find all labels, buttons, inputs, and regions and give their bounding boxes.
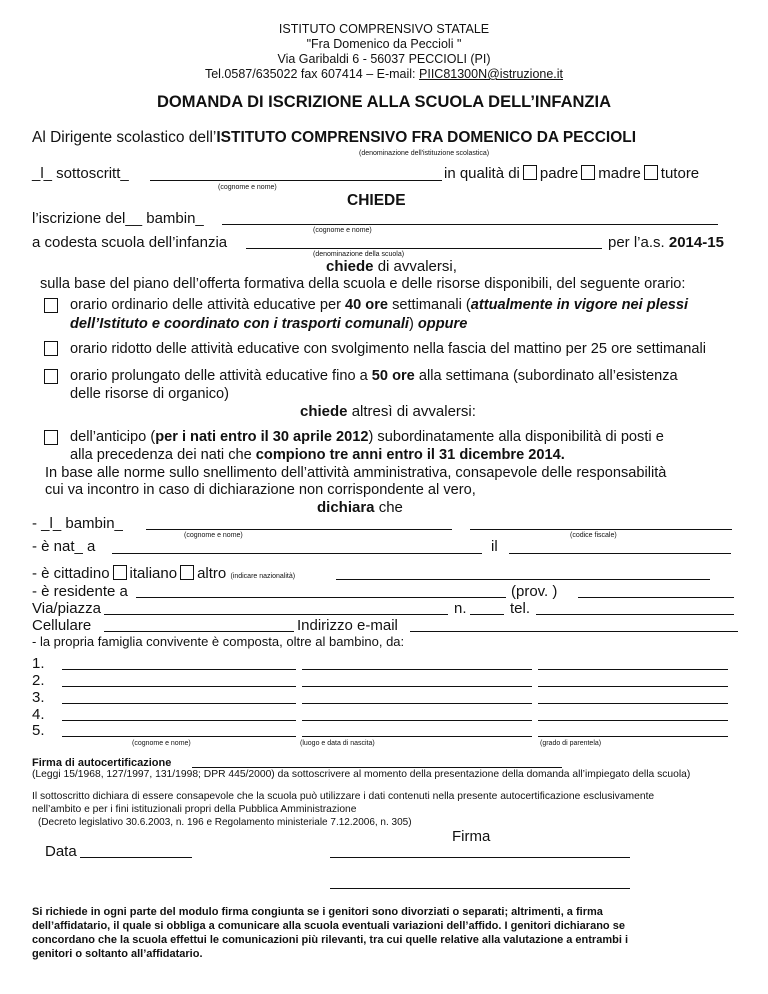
padre-checkbox[interactable]: [523, 165, 537, 180]
o3a: orario prolungato delle attività educative fino a: [70, 368, 372, 384]
bambino-nome-caption: (cognome e nome): [184, 532, 243, 539]
anticipo-line2: [70, 447, 565, 463]
family-row-number: 2.: [32, 672, 45, 689]
o3b: 50 ore: [371, 368, 415, 384]
sottoscritto-label: _l_ sottoscritt_: [32, 165, 129, 182]
school-header-line3: Via Garibaldi 6 - 56037 PECCIOLI (PI): [277, 52, 491, 66]
footer-line2: dell’affidatario, il quale si obbliga a comunicare alla scuola eventuali variazioni dell’affido. I genitori dichiarano se: [32, 920, 625, 932]
o1c: settimanali (: [388, 297, 471, 313]
o1a: orario ordinario delle attività educative per: [70, 297, 346, 313]
ant-a: dell’anticipo (: [70, 429, 156, 445]
scuola-name-field[interactable]: [246, 248, 602, 249]
bambino-label: - _l_ bambin_: [32, 515, 123, 532]
row-caption-nome: (cognome e nome): [132, 740, 191, 747]
o1f: ): [408, 316, 418, 332]
family-nome-field[interactable]: [62, 720, 296, 721]
iscrizione-caption: (cognome e nome): [313, 227, 372, 234]
orario-ordinario-line2: [70, 316, 467, 332]
family-row-number: 4.: [32, 706, 45, 723]
norme-line2: cui va incontro in caso di dichiarazione non corrispondente al vero,: [45, 482, 476, 498]
autocert-label: Firma di autocertificazione: [32, 757, 172, 769]
orario-ridotto-text: orario ridotto delle attività educative con svolgimento nella fascia del mattino per 25 ore settimanali: [70, 341, 706, 357]
avvalersi-line: [326, 258, 457, 275]
o1d: attualmente in vigore nei plessi: [470, 297, 689, 313]
codice-fiscale-caption: (codice fiscale): [570, 532, 617, 539]
footer-line3: concordano che la scuola effettui le comunicazioni più rilevanti, tra cui quelle relative alla valutazione a entrambi i: [32, 934, 628, 946]
family-nome-field[interactable]: [62, 736, 296, 737]
o1e: dell’Istituto e coordinato con i trasporti comunali: [70, 316, 409, 332]
o1b: 40 ore: [345, 297, 389, 313]
anno-scolastico: [608, 234, 724, 251]
contact-text: Tel.0587/635022 fax 607414 – E-mail:: [204, 67, 420, 81]
privacy-line2: nell’ambito e per i fini istituzionali propri della Pubblica Amministrazione: [32, 804, 357, 815]
firma-field-2[interactable]: [330, 888, 630, 889]
family-nascita-field[interactable]: [302, 669, 532, 670]
altresi-line: [300, 403, 476, 420]
family-row-number: 5.: [32, 722, 45, 739]
famiglia-text: - la propria famiglia convivente è composta, oltre al bambino, da:: [32, 634, 405, 649]
orario-prolungato-checkbox[interactable]: [44, 369, 58, 384]
orario-ridotto-checkbox[interactable]: [44, 341, 58, 356]
qualita-label: in qualità di: [444, 165, 520, 182]
bambino-name-field[interactable]: [222, 224, 718, 225]
email-link[interactable]: PIIC81300N@istruzione.it: [419, 67, 564, 81]
family-row-number: 1.: [32, 655, 45, 672]
privacy-line3: (Decreto legislativo 30.6.2003, n. 196 e Regolamento ministeriale 7.12.2006, n. 305): [38, 817, 412, 828]
data-nascita-field[interactable]: [509, 553, 731, 554]
piano-text: sulla base del piano dell’offerta formativa della scuola e delle risorse disponibili, del seguente orario:: [40, 276, 686, 292]
cittadino-line: [32, 565, 295, 582]
footer-line1: Si richiede in ogni parte del modulo firma congiunta se i genitori sono divorziati o separati; altrimenti, a firma: [32, 906, 603, 918]
family-nascita-field[interactable]: [302, 703, 532, 704]
nazionalita-hint: (indicare nazionalità): [230, 573, 296, 580]
orario-prolungato-line1: [70, 368, 678, 384]
family-nascita-field[interactable]: [302, 720, 532, 721]
row-caption-parentela: (grado di parentela): [540, 740, 602, 747]
dichiara-rest: che: [374, 499, 403, 516]
footer-line4: genitori o soltanto all’affidatario.: [32, 948, 203, 960]
family-parentela-field[interactable]: [538, 669, 728, 670]
numero-label: n.: [454, 600, 467, 617]
page-title: DOMANDA DI ISCRIZIONE ALLA SCUOLA DELL’INFANZIA: [156, 93, 612, 111]
altro-label: altro: [197, 565, 227, 582]
data-label: Data: [45, 843, 77, 860]
italiano-label: italiano: [129, 565, 178, 582]
as-prefix: per l’a.s.: [608, 234, 669, 251]
tel-label: tel.: [510, 600, 531, 617]
o3c: alla settimana (subordinato all’esistenza: [414, 368, 678, 384]
madre-checkbox[interactable]: [581, 165, 595, 180]
prov-field[interactable]: [578, 597, 734, 598]
dichiara-bold: dichiara: [317, 499, 375, 516]
school-name: ISTITUTO COMPRENSIVO FRA DOMENICO DA PECCIOLI: [216, 129, 637, 146]
family-nome-field[interactable]: [62, 669, 296, 670]
scuola-label: a codesta scuola dell’infanzia: [32, 234, 228, 251]
nato-il-label: il: [491, 538, 498, 555]
nazionalita-field[interactable]: [336, 579, 710, 580]
madre-label: madre: [598, 165, 641, 182]
anticipo-line1: [70, 429, 664, 445]
chiede-heading: CHIEDE: [347, 192, 406, 209]
nato-label: - è nat_ a: [32, 538, 96, 555]
iscrizione-label: l’iscrizione del__ bambin_: [32, 210, 204, 227]
sottoscritto-field[interactable]: [150, 180, 442, 181]
cellulare-label: Cellulare: [32, 617, 92, 634]
scuola-caption: (denominazione della scuola): [313, 251, 405, 258]
cittadino-label: - è cittadino: [32, 565, 110, 582]
family-parentela-field[interactable]: [538, 703, 728, 704]
privacy-line1: Il sottoscritto dichiara di essere consapevole che la scuola può utilizzare i dati contenuti nella presente autocertificazione esclusivamente: [32, 791, 655, 802]
school-header-line4: [0, 67, 768, 82]
family-parentela-field[interactable]: [538, 736, 728, 737]
prov-label: (prov. ): [511, 583, 558, 600]
firma-label: Firma: [452, 828, 491, 845]
altresi-rest: altresì di avvalersi:: [347, 403, 476, 420]
email-label: Indirizzo e-mail: [297, 617, 398, 634]
o1g: oppure: [417, 316, 468, 332]
school-header-line2: "Fra Domenico da Peccioli ": [306, 37, 462, 51]
autocert-leggi: (Leggi 15/1968, 127/1997, 131/1998; DPR 445/2000) da sottoscrivere al momento della presentazione della domanda all’impiegato della scuola): [32, 769, 691, 780]
tel-field[interactable]: [536, 614, 734, 615]
anticipo-checkbox[interactable]: [44, 430, 58, 445]
residente-label: - è residente a: [32, 583, 128, 600]
family-nome-field[interactable]: [62, 686, 296, 687]
cellulare-field[interactable]: [104, 631, 294, 632]
firma-autocert-field[interactable]: [192, 767, 562, 768]
dichiara-line: [317, 499, 403, 516]
codice-fiscale-field[interactable]: [470, 529, 732, 530]
altro-checkbox[interactable]: [180, 565, 194, 580]
numero-field[interactable]: [470, 614, 504, 615]
family-row-number: 3.: [32, 689, 45, 706]
firma-field-1[interactable]: [330, 857, 630, 858]
tutore-label: tutore: [660, 165, 700, 182]
family-parentela-field[interactable]: [538, 686, 728, 687]
altresi-bold: chiede: [300, 403, 348, 420]
via-label: Via/piazza: [32, 600, 101, 617]
ant-c: ) subordinatamente alla disponibilità di posti e: [368, 429, 664, 445]
dirigente-prefix: Al Dirigente scolastico dell’: [32, 129, 217, 146]
luogo-nascita-field[interactable]: [112, 553, 482, 554]
sottoscritto-qualita: [444, 165, 699, 182]
school-header-line1: ISTITUTO COMPRENSIVO STATALE: [278, 22, 490, 36]
orario-prolungato-line2: delle risorse di organico): [70, 386, 229, 402]
ant-d: alla precedenza dei nati che: [70, 447, 256, 463]
email-field[interactable]: [410, 631, 738, 632]
family-nome-field[interactable]: [62, 703, 296, 704]
ant-e: compiono tre anni entro il 31 dicembre 2014.: [255, 447, 565, 463]
family-parentela-field[interactable]: [538, 720, 728, 721]
bambino-nome-field[interactable]: [146, 529, 452, 530]
sottoscritto-caption: (cognome e nome): [218, 184, 277, 191]
avvalersi-rest: di avvalersi,: [373, 258, 457, 275]
residenza-field[interactable]: [136, 597, 506, 598]
row-caption-nascita: (luogo e data di nascita): [300, 740, 375, 747]
via-field[interactable]: [104, 614, 448, 615]
dirigente-caption: (denominazione dell'istituzione scolastica): [359, 150, 490, 157]
family-nascita-field[interactable]: [302, 736, 532, 737]
ant-b: per i nati entro il 30 aprile 2012: [155, 429, 369, 445]
as-year: 2014-15: [668, 234, 724, 251]
avvalersi-bold: chiede: [326, 258, 374, 275]
tutore-checkbox[interactable]: [644, 165, 658, 180]
family-nascita-field[interactable]: [302, 686, 532, 687]
italiano-checkbox[interactable]: [113, 565, 127, 580]
padre-label: padre: [539, 165, 579, 182]
orario-ordinario-line1: [70, 297, 688, 313]
norme-line1: In base alle norme sullo snellimento dell’attività amministrativa, consapevole delle responsabilità: [45, 465, 667, 481]
orario-ordinario-checkbox[interactable]: [44, 298, 58, 313]
dirigente-line: [32, 129, 636, 147]
data-field[interactable]: [80, 857, 192, 858]
